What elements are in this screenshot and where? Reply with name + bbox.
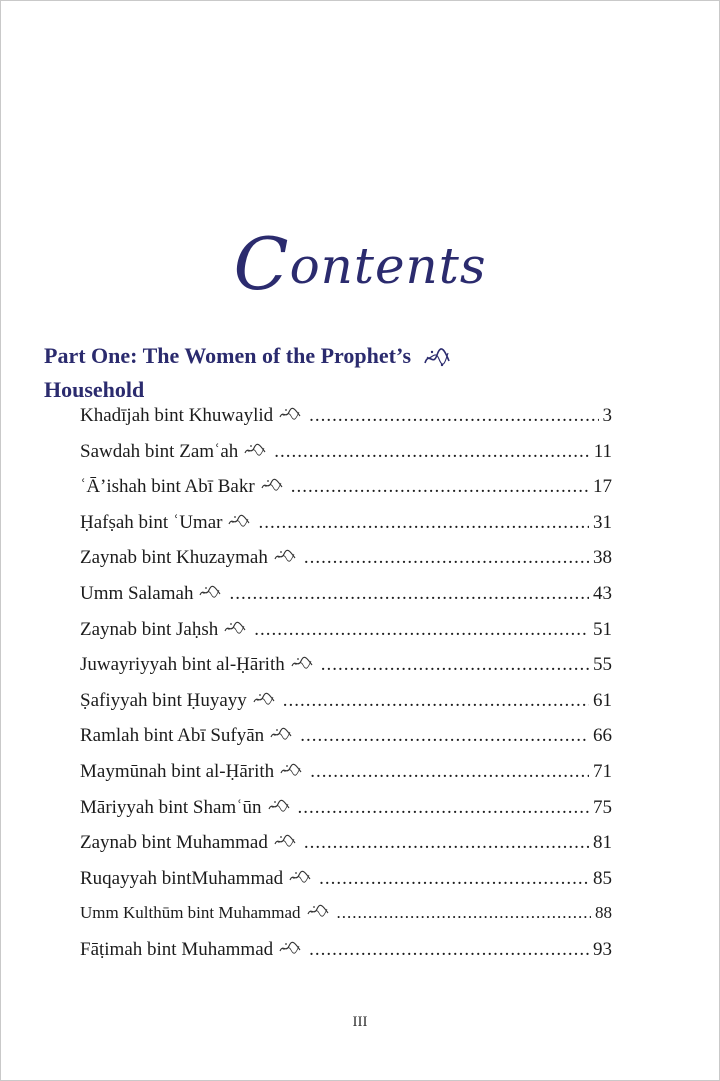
dot-leader	[283, 690, 589, 712]
radiyallahu-anha-calligraphy-icon	[280, 761, 302, 775]
toc-entry[interactable]	[80, 761, 612, 797]
toc-entry-name: Umm Kulthūm bint Muhammad	[80, 903, 301, 923]
toc-entry[interactable]	[80, 619, 612, 655]
toc-entry-page: 85	[593, 867, 612, 889]
radiyallahu-anha-calligraphy-icon	[228, 512, 250, 526]
radiyallahu-anha-calligraphy-icon	[307, 903, 329, 917]
radiyallahu-anha-calligraphy-icon	[261, 476, 283, 490]
toc-entry-name: Zaynab bint Muhammad	[80, 832, 268, 854]
toc-entry-page: 75	[593, 796, 612, 818]
dot-leader	[291, 476, 589, 498]
toc-entry-page: 81	[593, 832, 612, 854]
toc-entry[interactable]	[80, 797, 612, 833]
toc-entry[interactable]	[80, 832, 612, 868]
radiyallahu-anha-calligraphy-icon	[199, 583, 221, 597]
section-heading-line1: Part One: The Women of the Prophet’s	[44, 343, 412, 368]
toc-entry[interactable]	[80, 405, 612, 441]
radiyallahu-anha-calligraphy-icon	[268, 797, 290, 811]
radiyallahu-anha-calligraphy-icon	[244, 441, 266, 455]
page-number: III	[352, 1014, 368, 1030]
toc-entry-page: 3	[602, 405, 612, 426]
toc-entry[interactable]	[80, 903, 612, 939]
toc-entry-name: Juwayriyyah bint al-Ḥārith	[80, 654, 285, 676]
dot-leader	[300, 725, 589, 747]
dot-leader	[274, 441, 589, 463]
toc-entry[interactable]	[80, 512, 612, 548]
toc-entry[interactable]	[80, 939, 612, 975]
toc-entry-page: 43	[593, 582, 612, 604]
toc-entry-page: 51	[593, 618, 612, 640]
dot-leader	[309, 405, 598, 427]
toc-entry-name: Māriyyah bint Shamʿūn	[80, 796, 262, 818]
toc-entry-name: Maymūnah bint al-Ḥārith	[80, 760, 275, 782]
dot-leader	[310, 761, 589, 783]
toc-entry-page: 66	[593, 725, 612, 747]
title-initial: C	[233, 222, 290, 306]
section-heading-line2: Household	[44, 377, 145, 402]
toc-entry-name: Zaynab bint Jaḥsh	[80, 618, 219, 640]
radiyallahu-anha-calligraphy-icon	[289, 868, 311, 882]
radiyallahu-anha-calligraphy-icon	[291, 654, 313, 668]
toc-entry-name: Ḥafṣah bint ʿUmar	[80, 511, 223, 533]
dot-leader	[337, 903, 591, 923]
radiyallahu-anha-calligraphy-icon	[270, 725, 292, 739]
toc-entry-name: Fāṭimah bint Muhammad	[80, 938, 274, 960]
toc-entry[interactable]	[80, 547, 612, 583]
toc-entry-page: 88	[595, 903, 612, 923]
toc-entry-page: 93	[593, 938, 612, 960]
radiyallahu-anha-calligraphy-icon	[253, 690, 275, 704]
toc-entry-name: Umm Salamah	[80, 582, 194, 604]
toc-entry[interactable]	[80, 583, 612, 619]
toc-entry-page: 11	[593, 440, 612, 462]
dot-leader	[304, 547, 589, 569]
toc-entry-page: 71	[593, 760, 612, 782]
toc-entry[interactable]	[80, 476, 612, 512]
radiyallahu-anha-calligraphy-icon	[279, 939, 301, 953]
table-of-contents	[80, 405, 612, 975]
dot-leader	[309, 939, 589, 961]
radiyallahu-anha-calligraphy-icon	[279, 405, 301, 419]
toc-entry-page: 38	[593, 547, 612, 569]
page-title	[0, 222, 720, 306]
toc-entry-name: ʿĀ’ishah bint Abī Bakr	[80, 476, 255, 498]
section-heading	[44, 342, 604, 404]
dot-leader	[258, 512, 589, 534]
toc-entry-page: 55	[593, 654, 612, 676]
toc-entry[interactable]	[80, 441, 612, 477]
toc-entry-name: Zaynab bint Khuzaymah	[80, 547, 268, 569]
toc-entry-name: Ṣafiyyah bint Ḥuyayy	[80, 689, 247, 711]
radiyallahu-anha-calligraphy-icon	[274, 547, 296, 561]
toc-entry-name: Sawdah bint Zamʿah	[80, 440, 239, 462]
toc-entry[interactable]	[80, 868, 612, 904]
toc-entry-name: Ruqayyah bintMuhammad	[80, 867, 284, 889]
dot-leader	[298, 797, 589, 819]
toc-entry-page: 17	[593, 476, 612, 498]
toc-entry-name: Ramlah bint Abī Sufyān	[80, 725, 265, 747]
dot-leader	[254, 619, 589, 641]
toc-entry[interactable]	[80, 690, 612, 726]
dot-leader	[321, 654, 589, 676]
toc-entry-page: 31	[593, 511, 612, 533]
title-rest: ontents	[289, 237, 487, 295]
toc-entry-page: 61	[593, 689, 612, 711]
toc-entry-name: Khadījah bint Khuwaylid	[80, 405, 274, 426]
dot-leader	[304, 832, 589, 854]
toc-entry[interactable]	[80, 725, 612, 761]
toc-entry[interactable]	[80, 654, 612, 690]
dot-leader	[319, 868, 589, 890]
radiyallahu-anha-calligraphy-icon	[224, 619, 246, 633]
prophet-salutation-calligraphy-icon	[423, 347, 451, 376]
dot-leader	[229, 583, 589, 605]
radiyallahu-anha-calligraphy-icon	[274, 832, 296, 846]
